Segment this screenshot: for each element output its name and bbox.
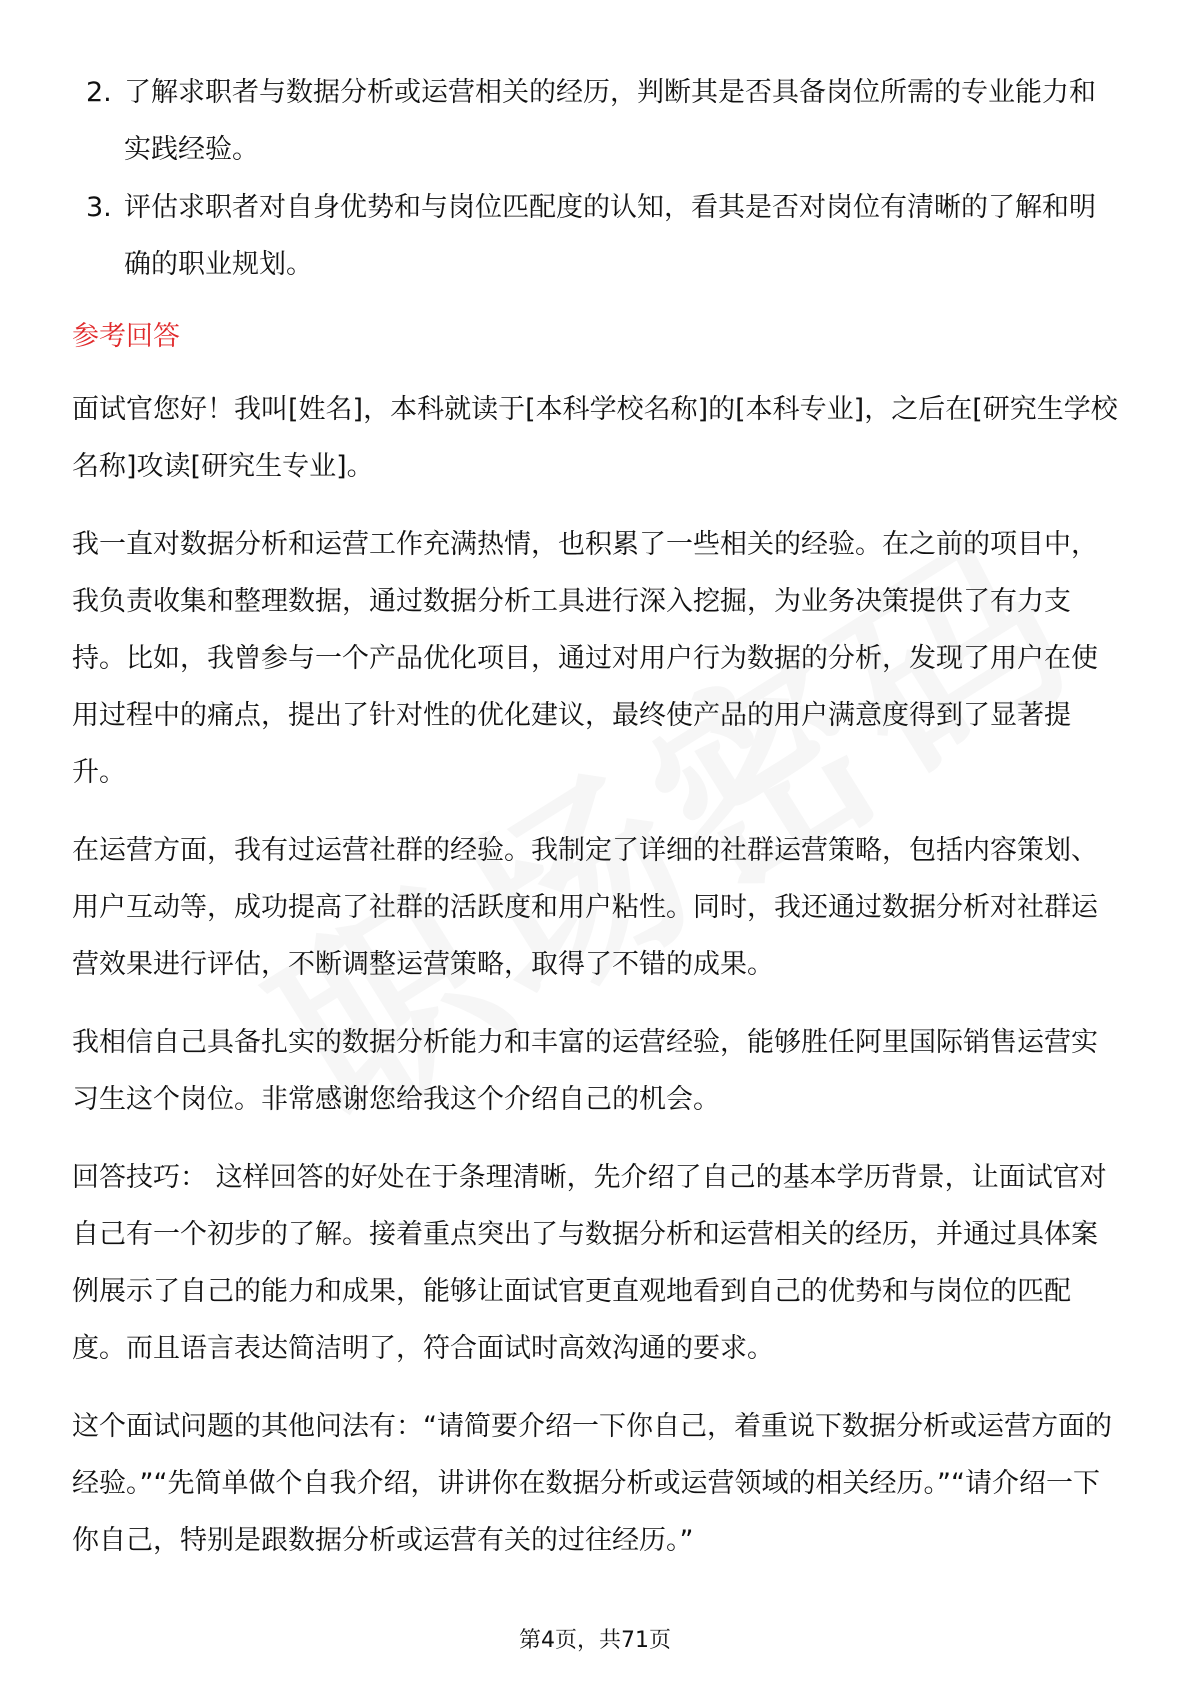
paragraph: 我一直对数据分析和运营工作充满热情，也积累了一些相关的经验。在之前的项目中，我负责收集和整理数据，通过数据分析工具进行深入挖掘，为业务决策提供了有力支持。比如，我曾参与一个产品优化项目，通过对用户行为数据的分析，发现了用户在使用过程中的痛点，提出了针对性的优化建议，最终使产品的用户满意度得到了显著提升。	[72, 529, 1098, 788]
list-item-text: 评估求职者对自身优势和与岗位匹配度的认知，看其是否对岗位有清晰的了解和明确的职业规划。	[124, 192, 1096, 280]
page-number-footer: 第4页，共71页	[519, 1628, 671, 1653]
list-item-text: 了解求职者与数据分析或运营相关的经历，判断其是否具备岗位所需的专业能力和实践经验。	[124, 77, 1096, 165]
paragraph: 回答技巧： 这样回答的好处在于条理清晰，先介绍了自己的基本学历背景，让面试官对自己有一个初步的了解。接着重点突出了与数据分析和运营相关的经历，并通过具体案例展示了自己的能力和成果，能够让面试官更直观地看到自己的优势和与岗位的匹配度。而且语言表达简洁明了，符合面试时高效沟通的要求。	[72, 1162, 1107, 1364]
list-item	[72, 64, 1122, 178]
list-item-number: 2.	[86, 77, 112, 108]
list-item-number: 3.	[86, 192, 112, 223]
paragraph: 面试官您好！我叫[姓名]，本科就读于[本科学校名称]的[本科专业]，之后在[研究生学校名称]攻读[研究生专业]。	[72, 394, 1118, 482]
section-heading: 参考回答	[72, 321, 180, 352]
list-item	[72, 179, 1122, 293]
paragraph: 我相信自己具备扎实的数据分析能力和丰富的运营经验，能够胜任阿里国际销售运营实习生这个岗位。非常感谢您给我这个介绍自己的机会。	[72, 1027, 1098, 1115]
paragraph: 这个面试问题的其他问法有：“请简要介绍一下你自己，着重说下数据分析或运营方面的经验。”“先简单做个自我介绍，讲讲你在数据分析或运营领域的相关经历。”“请介绍一下你自己，特别是跟数据分析或运营有关的过往经历。”	[72, 1411, 1112, 1556]
page-content	[72, 64, 1122, 1569]
paragraph: 在运营方面，我有过运营社群的经验。我制定了详细的社群运营策略，包括内容策划、用户互动等，成功提高了社群的活跃度和用户粘性。同时，我还通过数据分析对社群运营效果进行评估，不断调整运营策略，取得了不错的成果。	[72, 835, 1098, 980]
